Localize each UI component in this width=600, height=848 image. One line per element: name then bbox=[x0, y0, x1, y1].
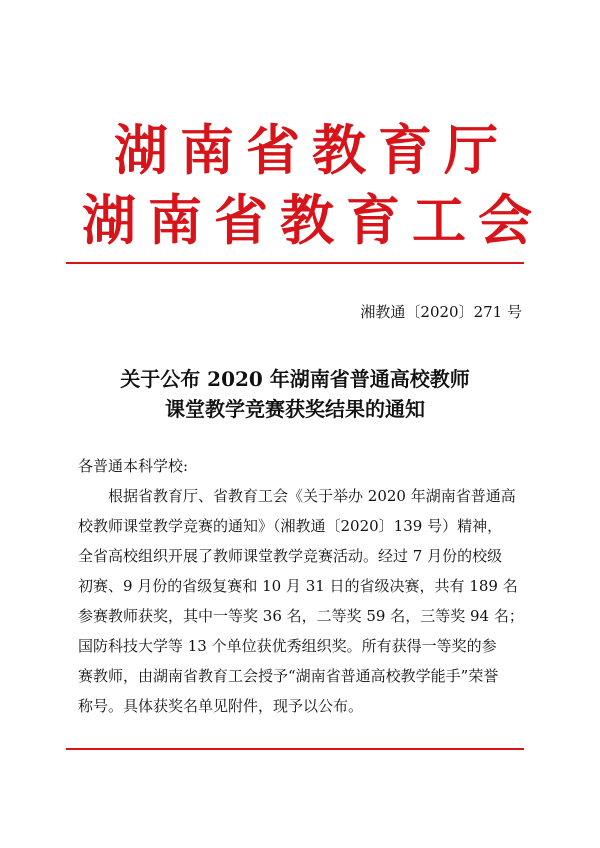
footer-divider-line bbox=[66, 748, 524, 750]
document-number: 湘教通〔2020〕271 号 bbox=[360, 303, 522, 321]
header-divider-line bbox=[66, 262, 524, 264]
body-text-line: 国防科技大学等 13 个单位获优秀组织奖。所有获得一等奖的参 bbox=[78, 637, 497, 655]
issuer-header-education-department: 湖南省教育厅 bbox=[114, 118, 510, 182]
body-text-line: 参赛教师获奖，其中一等奖 36 名，二等奖 59 名，三等奖 94 名； bbox=[78, 607, 524, 625]
salutation: 各普通本科学校: bbox=[78, 457, 189, 475]
document-title-line-1: 关于公布 2020 年湖南省普通高校教师 bbox=[120, 367, 470, 391]
body-text-line: 全省高校组织开展了教师课堂教学竞赛活动。经过 7 月份的校级 bbox=[78, 547, 503, 565]
issuer-header-education-union: 湖南省教育工会 bbox=[82, 188, 544, 252]
body-text-line: 初赛、9 月份的省级复赛和 10 月 31 日的省级决赛，共有 189 名 bbox=[78, 577, 518, 595]
body-text-line: 根据省教育厅、省教育工会《关于举办 2020 年湖南省普通高 bbox=[108, 487, 516, 505]
body-text-line: 校教师课堂教学竞赛的通知》（湘教通〔2020〕139 号）精神， bbox=[78, 517, 503, 535]
body-text-line: 赛教师，由湖南省教育工会授予“湖南省普通高校教学能手”荣誉 bbox=[78, 667, 499, 685]
body-text-line: 称号。具体获奖名单见附件，现予以公布。 bbox=[78, 697, 364, 715]
document-title-line-2: 课堂教学竞赛获奖结果的通知 bbox=[165, 397, 425, 421]
